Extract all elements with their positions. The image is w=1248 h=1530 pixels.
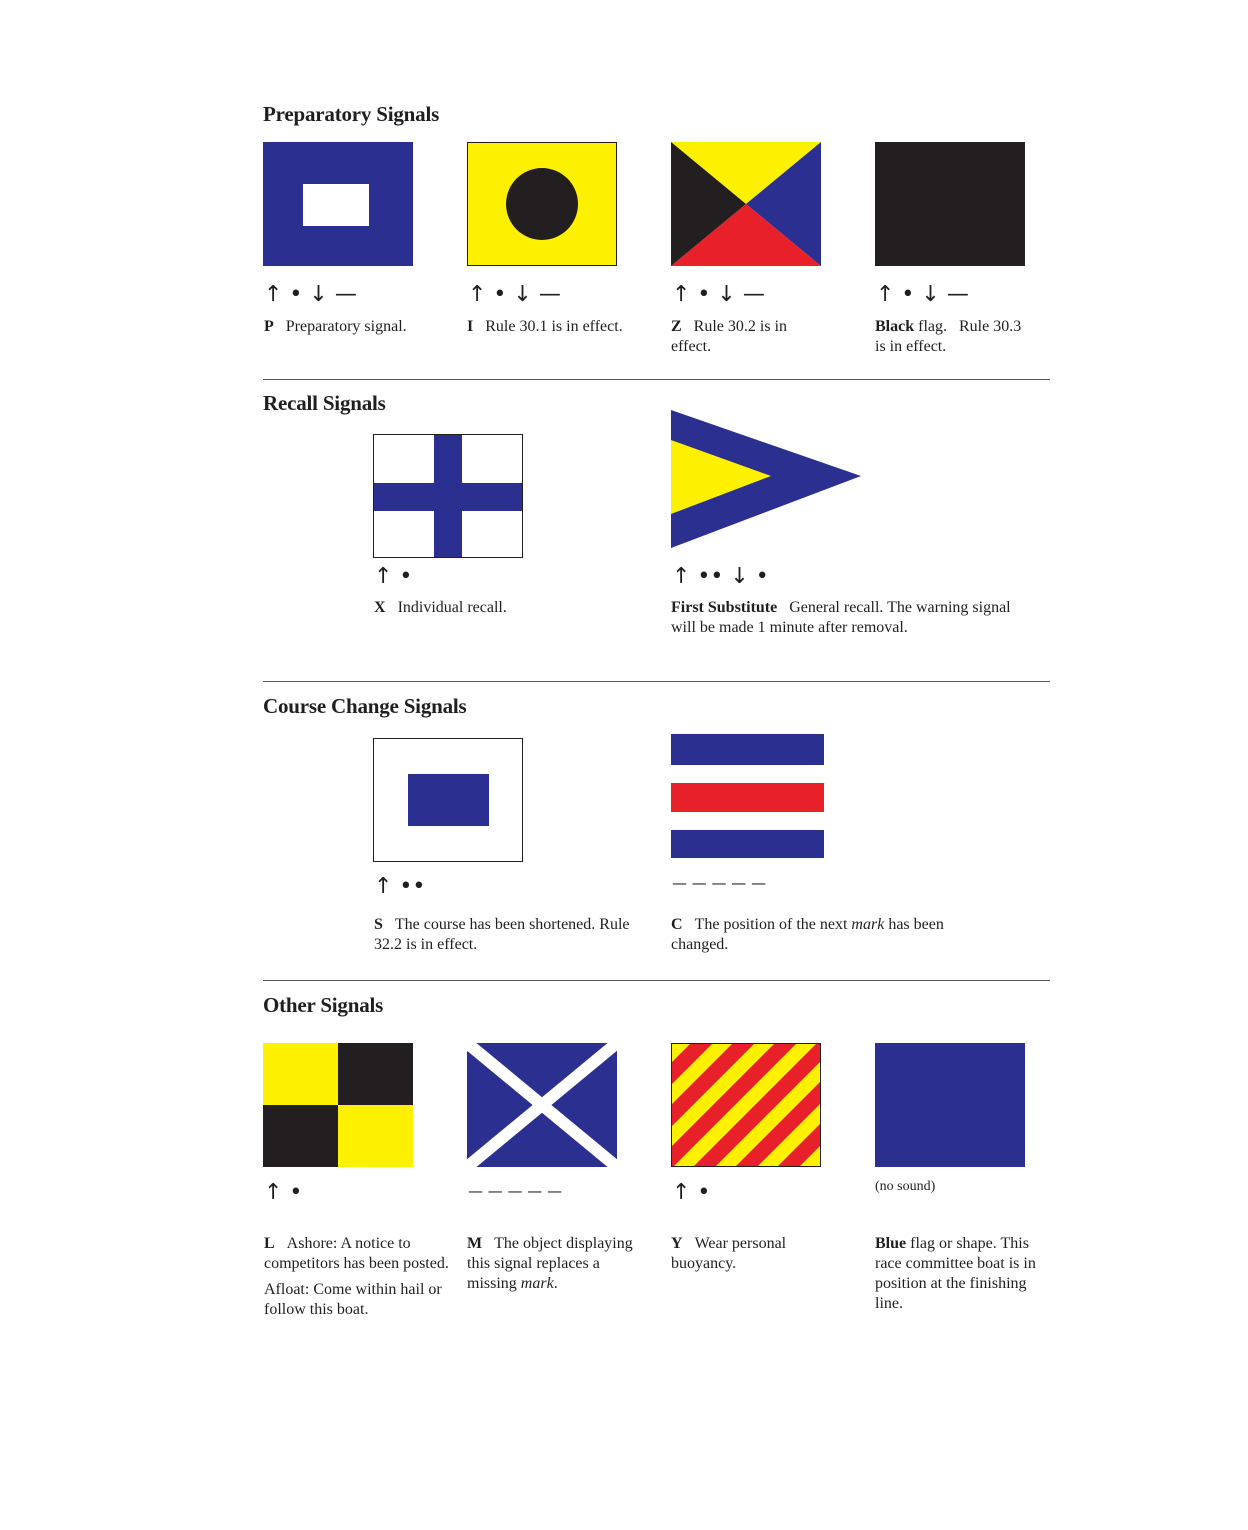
- signal-text-p: Preparatory signal.: [285, 318, 407, 335]
- signal-text-c-mark: mark: [851, 916, 885, 933]
- signal-code-m: M: [467, 1235, 483, 1252]
- caption-x: [374, 598, 634, 618]
- sound-signal-x: ↑ •: [374, 564, 413, 589]
- flag-z-zulu: [671, 142, 821, 266]
- sound-signal-s: ↑ ••: [374, 874, 426, 899]
- signal-text-first-substitute: General recall. The warning signal will be made 1 minute after removal.: [671, 599, 1011, 636]
- flag-l-lima: [263, 1043, 413, 1167]
- flag-y-yankee: [671, 1043, 821, 1167]
- sound-signal-blue: (no sound): [875, 1179, 936, 1194]
- caption-l: [264, 1234, 449, 1320]
- signal-code-blue: Blue: [875, 1235, 907, 1252]
- signal-code-s: S: [374, 916, 383, 933]
- section-divider: [263, 681, 1050, 682]
- flag-p-papa: [263, 142, 413, 266]
- flag-first-substitute: [671, 410, 863, 550]
- signal-text-x: Individual recall.: [397, 599, 507, 616]
- signal-code-i: I: [467, 318, 474, 335]
- signal-code-p: P: [264, 318, 274, 335]
- sound-signal-p: ↑ • ↓ —: [264, 282, 357, 307]
- signal-text-m-after: .: [553, 1275, 558, 1292]
- signal-text-z: Rule 30.2 is in effect.: [671, 318, 788, 355]
- signal-code-first-substitute: First Substitute: [671, 599, 778, 616]
- caption-p: [264, 317, 454, 337]
- sound-signal-black: ↑ • ↓ —: [876, 282, 969, 307]
- flag-i-india: [467, 142, 617, 266]
- signal-text-c-after: has been changed.: [671, 916, 944, 953]
- caption-y: [671, 1234, 831, 1274]
- sound-signal-l: ↑ •: [264, 1180, 303, 1205]
- section-title-recall: Recall Signals: [263, 391, 386, 415]
- sound-signal-c: — — — — —: [672, 874, 767, 892]
- flag-blue: [875, 1043, 1025, 1167]
- signal-text-m-mark: mark: [520, 1275, 554, 1292]
- sound-signal-z: ↑ • ↓ —: [672, 282, 765, 307]
- signal-code-suffix-blue: flag or shape.: [906, 1235, 997, 1252]
- signal-code-c: C: [671, 916, 683, 933]
- section-title-course-change: Course Change Signals: [263, 694, 467, 718]
- signal-code-suffix-black: flag.: [914, 318, 947, 335]
- signal-code-z: Z: [671, 318, 682, 335]
- caption-black: [875, 317, 1025, 357]
- signal-text-y: Wear personal buoyancy.: [671, 1235, 787, 1272]
- signal-code-l: L: [264, 1235, 275, 1252]
- signal-text-l: Ashore: A notice to competitors has been posted.: [264, 1235, 449, 1272]
- signal-text-blue: This race committee boat is in position at the finishing line.: [875, 1235, 1036, 1312]
- flag-x-xray: [373, 434, 523, 558]
- signal-text-i: Rule 30.1 is in effect.: [485, 318, 623, 335]
- caption-z: [671, 317, 831, 357]
- caption-c: [671, 915, 971, 955]
- flag-c-charlie: [671, 734, 824, 858]
- signal-text-l-afloat: Afloat: Come within hail or follow this boat.: [264, 1281, 442, 1318]
- sound-signal-m: — — — — —: [468, 1182, 563, 1200]
- signal-code-y: Y: [671, 1235, 683, 1252]
- sound-signal-i: ↑ • ↓ —: [468, 282, 561, 307]
- caption-blue: [875, 1234, 1040, 1314]
- section-divider: [263, 379, 1050, 380]
- section-divider: [263, 980, 1050, 981]
- signal-text-c: The position of the next: [694, 916, 852, 933]
- signal-text-m: The object displaying this signal replaces a missing: [467, 1235, 633, 1292]
- flag-black: [875, 142, 1025, 266]
- signal-code-x: X: [374, 599, 386, 616]
- flag-m-mike: [467, 1043, 617, 1167]
- sound-signal-y: ↑ •: [672, 1180, 711, 1205]
- signal-text-s: The course has been shortened. Rule 32.2 is in effect.: [374, 916, 630, 953]
- section-title-other: Other Signals: [263, 993, 384, 1017]
- sound-signal-first-substitute: ↑ •• ↓ •: [672, 564, 769, 589]
- caption-s: [374, 915, 659, 955]
- caption-m: [467, 1234, 637, 1294]
- caption-first-substitute: [671, 598, 1031, 638]
- flag-s-sierra: [373, 738, 523, 862]
- signal-code-black: Black: [875, 318, 915, 335]
- section-title-preparatory: Preparatory Signals: [263, 102, 440, 126]
- caption-i: [467, 317, 627, 337]
- signal-text-black: Rule 30.3 is in effect.: [875, 318, 1022, 355]
